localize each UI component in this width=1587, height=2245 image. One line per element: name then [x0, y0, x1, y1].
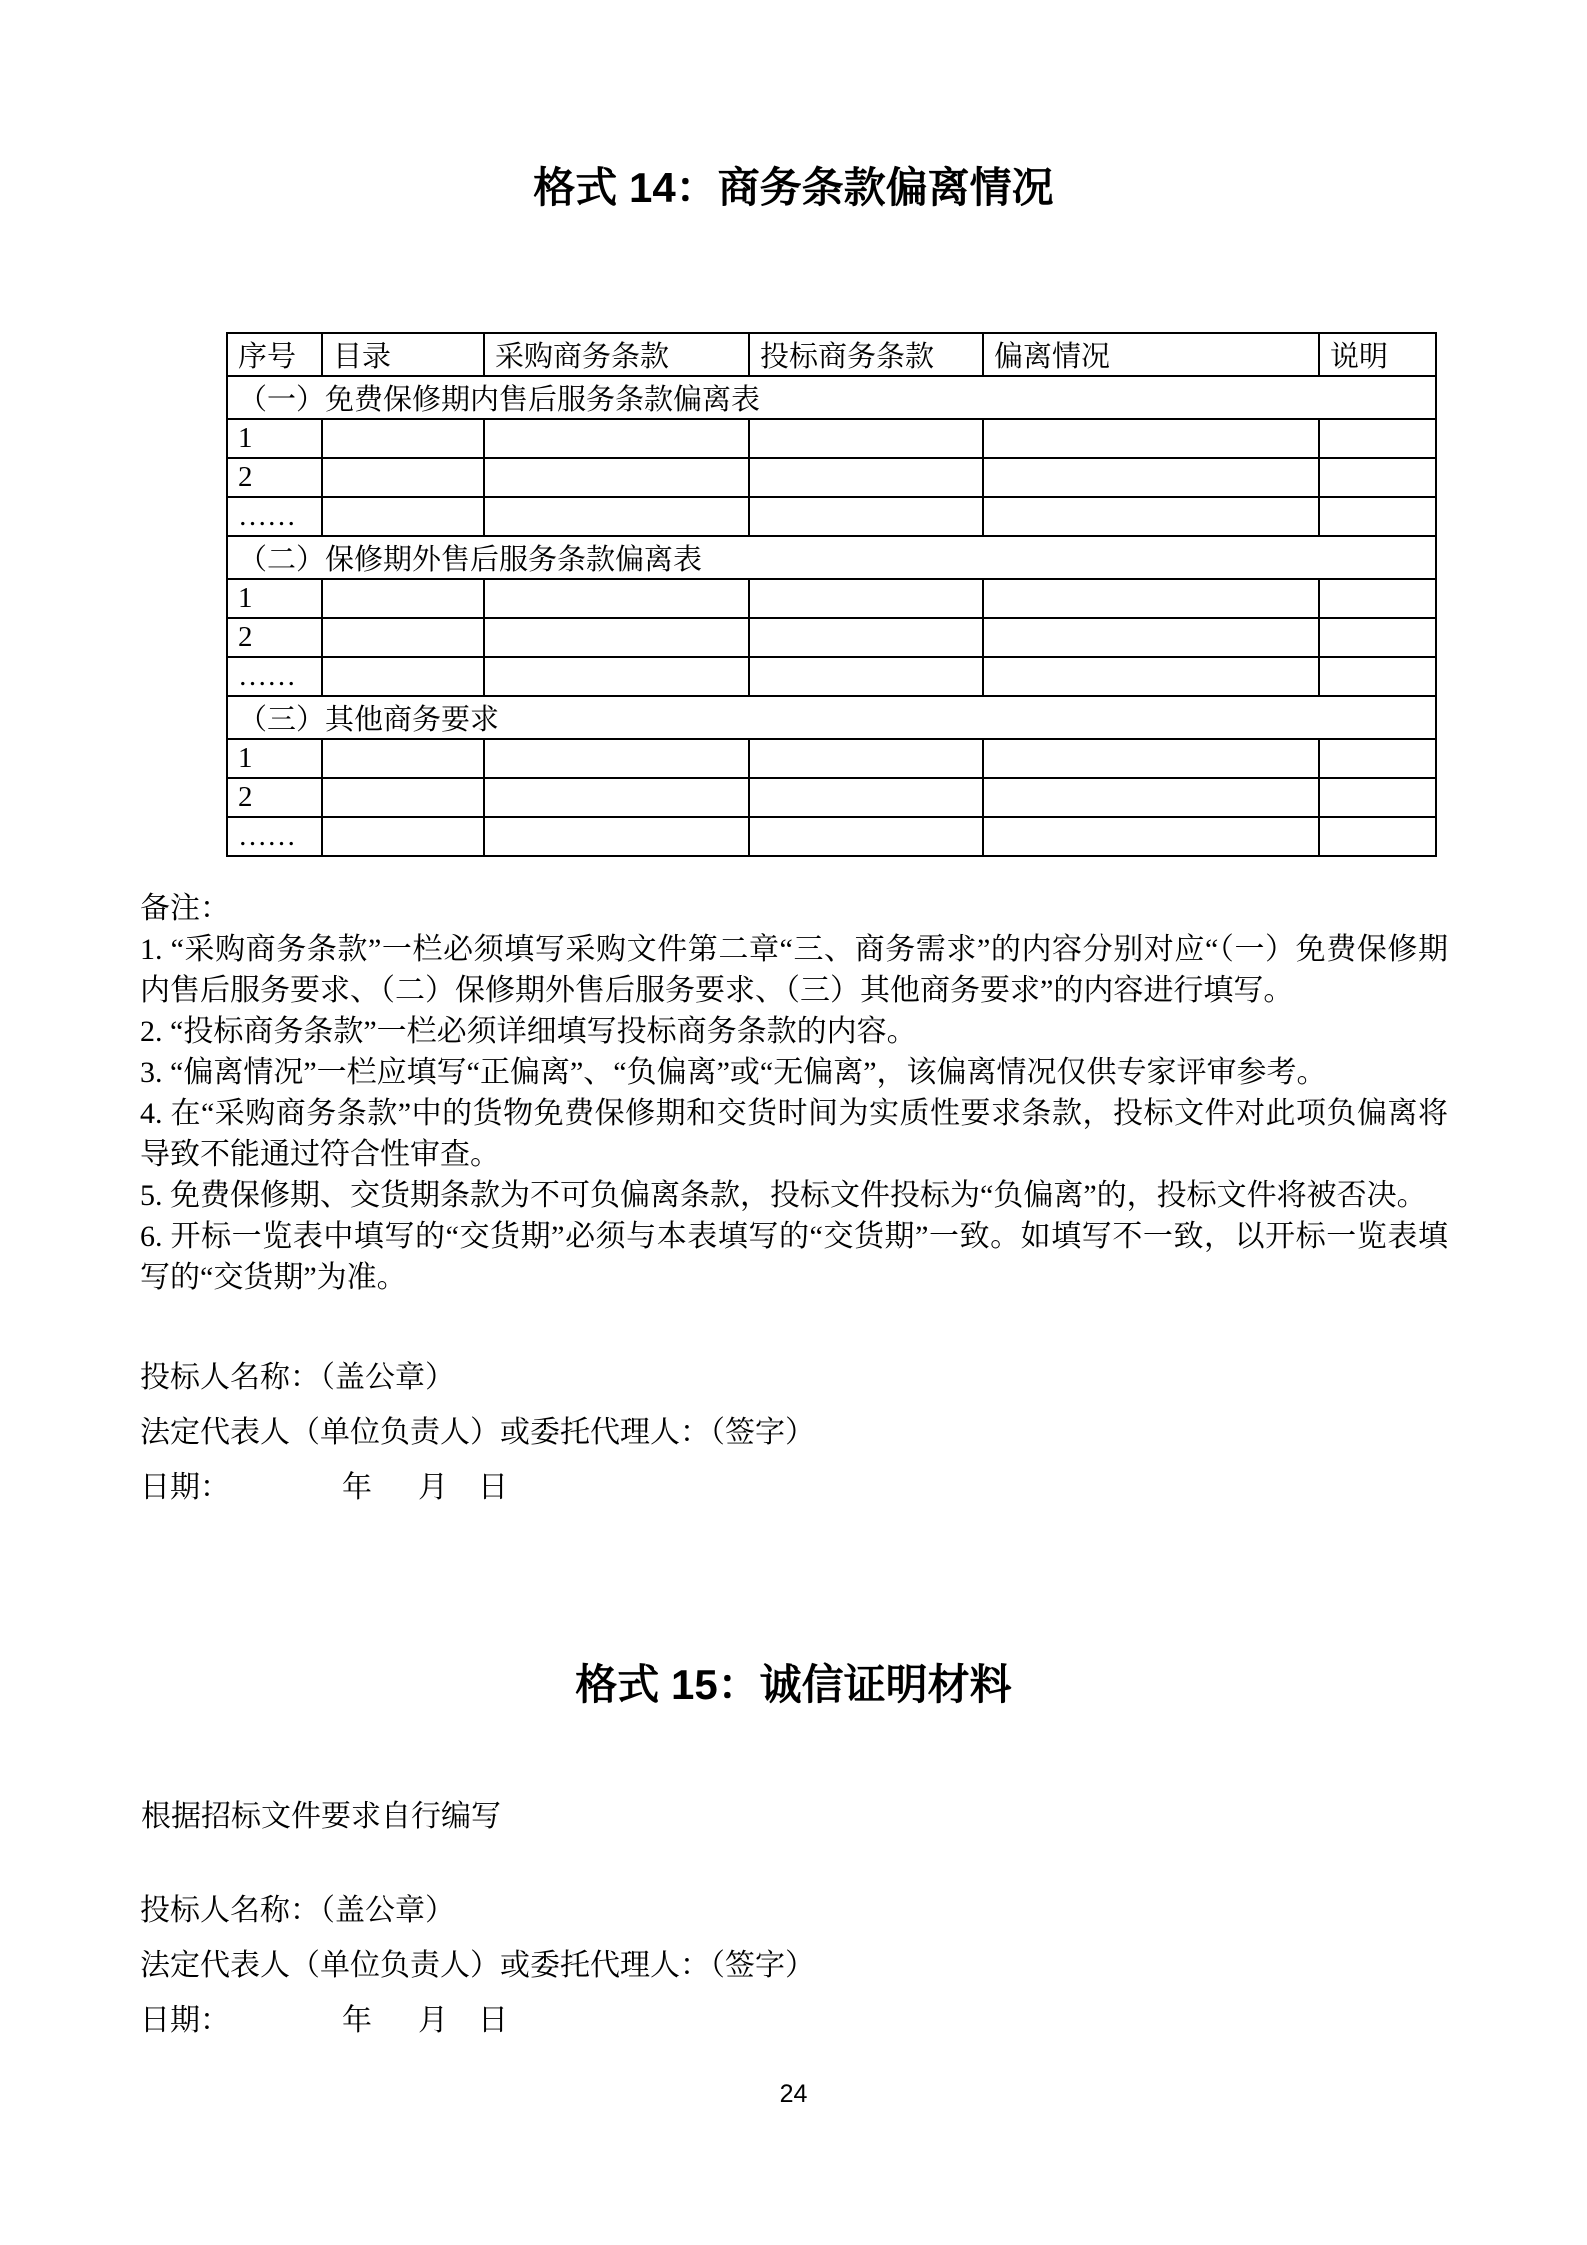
representative-line: 法定代表人（单位负责人）或委托代理人：（签字）: [140, 1949, 815, 1982]
table-cell: [484, 618, 749, 657]
date-day-label: 日: [478, 1471, 508, 1504]
format15-instruction: 根据招标文件要求自行编写: [141, 1800, 501, 1833]
table-cell: [1319, 778, 1436, 817]
table-cell: [983, 739, 1319, 778]
table-cell: [322, 817, 484, 856]
table-header-cell: 说明: [1319, 333, 1436, 376]
table-cell: [749, 419, 983, 458]
table-cell: [983, 817, 1319, 856]
row-index-cell: ……: [227, 497, 322, 536]
table-cell: [1319, 618, 1436, 657]
table-cell: [322, 419, 484, 458]
page-number: 24: [779, 2080, 808, 2108]
table-cell: [983, 618, 1319, 657]
table-cell: [1319, 579, 1436, 618]
table-section-label: （二）保修期外售后服务条款偏离表: [227, 536, 1436, 579]
note-item: 4. 在“采购商务条款”中的货物免费保修期和交货时间为实质性要求条款，投标文件对此项负偏离将导致不能通过符合性审查。: [140, 1097, 1448, 1171]
row-index-cell: ……: [227, 657, 322, 696]
note-item: 3. “偏离情况”一栏应填写“正偏离”、“负偏离”或“无偏离”，该偏离情况仅供专家评审参考。: [140, 1056, 1327, 1089]
table-cell: [983, 579, 1319, 618]
table-cell: [1319, 419, 1436, 458]
table-cell: [749, 579, 983, 618]
table-cell: [484, 657, 749, 696]
table-cell: [1319, 739, 1436, 778]
date-day-label: 日: [478, 2004, 508, 2037]
deviation-table: [226, 332, 1437, 857]
table-header-cell: 投标商务条款: [749, 333, 983, 376]
table-cell: [983, 497, 1319, 536]
notes-label: 备注：: [140, 892, 230, 925]
table-section-row: [227, 376, 1436, 419]
note-item: 2. “投标商务条款”一栏必须详细填写投标商务条款的内容。: [140, 1015, 917, 1048]
table-row: [227, 579, 1436, 618]
table-cell: [983, 778, 1319, 817]
row-index-cell: 2: [227, 458, 322, 497]
date-month-label: 月: [418, 2004, 448, 2037]
table-header-cell: 采购商务条款: [484, 333, 749, 376]
table-cell: [1319, 458, 1436, 497]
table-cell: [749, 817, 983, 856]
date-line: [140, 1460, 815, 1515]
table-cell: [983, 657, 1319, 696]
table-section-label: （三）其他商务要求: [227, 696, 1436, 739]
table-cell: [484, 579, 749, 618]
date-year-label: 年: [342, 1471, 372, 1504]
table-row: [227, 419, 1436, 458]
date-label: 日期：: [140, 1471, 230, 1504]
table-cell: [322, 778, 484, 817]
table-cell: [322, 657, 484, 696]
date-year-label: 年: [342, 2004, 372, 2037]
row-index-cell: ……: [227, 817, 322, 856]
note-item: 5. 免费保修期、交货期条款为不可负偏离条款，投标文件投标为“负偏离”的，投标文件将被否决。: [140, 1179, 1427, 1212]
table-section-label: （一）免费保修期内售后服务条款偏离表: [227, 376, 1436, 419]
table-section-row: [227, 536, 1436, 579]
table-row: [227, 817, 1436, 856]
table-section-row: [227, 696, 1436, 739]
table-cell: [1319, 817, 1436, 856]
table-cell: [484, 497, 749, 536]
table-row: [227, 778, 1436, 817]
row-index-cell: 2: [227, 618, 322, 657]
table-header-row: [227, 333, 1436, 376]
table-cell: [983, 458, 1319, 497]
table-cell: [484, 419, 749, 458]
notes-block: [140, 888, 1448, 1298]
table-cell: [322, 618, 484, 657]
row-index-cell: 1: [227, 419, 322, 458]
table-cell: [1319, 497, 1436, 536]
table-cell: [1319, 657, 1436, 696]
table-header-cell: 偏离情况: [983, 333, 1319, 376]
table-cell: [484, 778, 749, 817]
note-item: 1. “采购商务条款”一栏必须填写采购文件第二章“三、商务需求”的内容分别对应“（一）免费保修期内售后服务要求、（二）保修期外售后服务要求、（三）其他商务要求”的内容进行填写。: [140, 933, 1448, 1007]
table-cell: [322, 579, 484, 618]
table-row: [227, 458, 1436, 497]
date-label: 日期：: [140, 2004, 230, 2037]
table-cell: [322, 739, 484, 778]
table-cell: [749, 778, 983, 817]
date-month-label: 月: [418, 1471, 448, 1504]
table-cell: [484, 739, 749, 778]
table-cell: [322, 458, 484, 497]
table-header-cell: 目录: [322, 333, 484, 376]
signature-block-format14: [140, 1350, 815, 1515]
table-cell: [749, 618, 983, 657]
bidder-name-line: 投标人名称：（盖公章）: [140, 1361, 455, 1394]
table-cell: [322, 497, 484, 536]
table-cell: [484, 817, 749, 856]
representative-line: 法定代表人（单位负责人）或委托代理人：（签字）: [140, 1416, 815, 1449]
signature-block-format15: [140, 1883, 815, 2048]
table-row: [227, 739, 1436, 778]
table-row: [227, 618, 1436, 657]
table-row: [227, 657, 1436, 696]
table-cell: [484, 458, 749, 497]
row-index-cell: 1: [227, 739, 322, 778]
table-cell: [749, 739, 983, 778]
table-cell: [749, 458, 983, 497]
page-title-format15: 格式 15：诚信证明材料: [575, 1661, 1012, 1708]
row-index-cell: 2: [227, 778, 322, 817]
note-item: 6. 开标一览表中填写的“交货期”必须与本表填写的“交货期”一致。如填写不一致，以开标一览表填写的“交货期”为准。: [140, 1220, 1448, 1294]
table-row: [227, 497, 1436, 536]
row-index-cell: 1: [227, 579, 322, 618]
date-line: [140, 1993, 815, 2048]
table-cell: [749, 657, 983, 696]
bidder-name-line: 投标人名称：（盖公章）: [140, 1894, 455, 1927]
page-title-format14: 格式 14：商务条款偏离情况: [533, 164, 1054, 211]
table-cell: [749, 497, 983, 536]
table-cell: [983, 419, 1319, 458]
table-header-cell: 序号: [227, 333, 322, 376]
